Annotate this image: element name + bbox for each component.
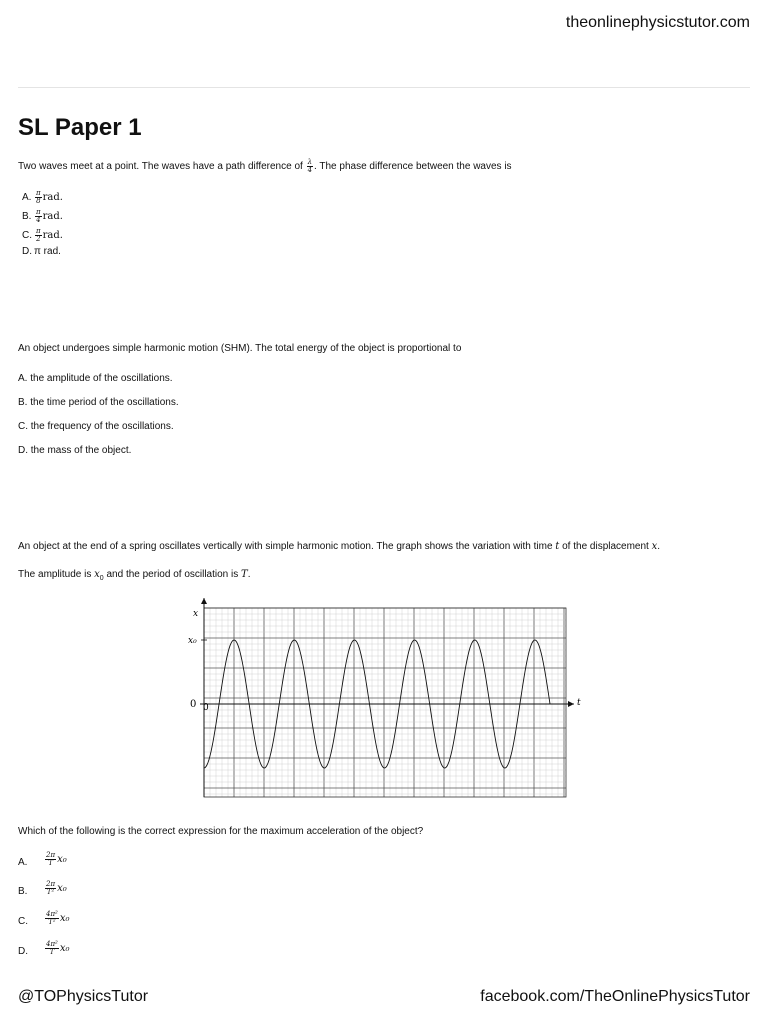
y-tick-zero: 0: [190, 699, 197, 710]
displacement-time-graph: [180, 594, 590, 804]
path-difference-fraction: $\frac{\lambda}{4}$: [307, 158, 313, 174]
q1-option-a[interactable]: A. $\frac{\pi}{8}$ rad.: [22, 189, 63, 205]
q3-option-b-label[interactable]: B.: [18, 886, 28, 897]
x-axis-arrow: [568, 701, 574, 707]
y-axis-label: x: [193, 609, 199, 619]
header-divider: [18, 87, 750, 88]
q2-option-c[interactable]: C. the frequency of the oscillations.: [18, 421, 174, 432]
site-url[interactable]: theonlinephysicstutor.com: [565, 14, 750, 31]
q3-option-a-expr[interactable]: $\frac{2\pi}{T}$ x₀: [46, 851, 67, 867]
q3-stem-line1: An object at the end of a spring oscillates vertically with simple harmonic motion. The graph shows the variation with time t of the displacement x.: [18, 541, 661, 552]
q2-stem: An object undergoes simple harmonic motion (SHM). The total energy of the object is proportional to: [18, 343, 462, 354]
y-axis-arrow: [201, 598, 207, 604]
facebook-link[interactable]: facebook.com/TheOnlinePhysicsTutor: [480, 988, 750, 1005]
q1-option-b[interactable]: B. $\frac{\pi}{4}$ rad.: [22, 208, 63, 224]
q2-option-b[interactable]: B. the time period of the oscillations.: [18, 397, 179, 408]
page-title: SL Paper 1: [18, 114, 142, 141]
q3-stem-line2: The amplitude is $x_0$ and the period of oscillation is T.: [18, 569, 251, 582]
q1-stem: Two waves meet at a point. The waves have a path difference of $\frac{\lambda}{4}$ . The phase difference between the waves is: [18, 158, 512, 174]
q1-option-c[interactable]: C. $\frac{\pi}{2}$ rad.: [22, 227, 63, 243]
q2-option-a[interactable]: A. the amplitude of the oscillations.: [18, 373, 173, 384]
q3-option-a-label[interactable]: A.: [18, 857, 28, 868]
q2-option-d[interactable]: D. the mass of the object.: [18, 445, 132, 456]
q3-option-d-expr[interactable]: $\frac{\text{4π²}}{T}$ x₀: [46, 940, 70, 956]
q3-option-c-label[interactable]: C.: [18, 916, 28, 927]
q3-question: Which of the following is the correct expression for the maximum acceleration of the object?: [18, 826, 424, 837]
plot-frame: [204, 608, 566, 797]
q3-option-b-expr[interactable]: $\frac{2\pi}{\text{T²}}$ x₀: [46, 880, 67, 896]
q3-option-c-expr[interactable]: $\frac{\text{4π²}}{\text{T²}}$ x₀: [46, 910, 70, 926]
origin-label: 0: [203, 703, 209, 713]
x-axis-label: t: [577, 698, 581, 708]
q3-option-d-label[interactable]: D.: [18, 946, 28, 957]
y-tick-x0: x₀: [188, 636, 197, 646]
twitter-handle[interactable]: @TOPhysicsTutor: [18, 988, 149, 1005]
q1-option-d[interactable]: D. π rad.: [22, 246, 61, 257]
